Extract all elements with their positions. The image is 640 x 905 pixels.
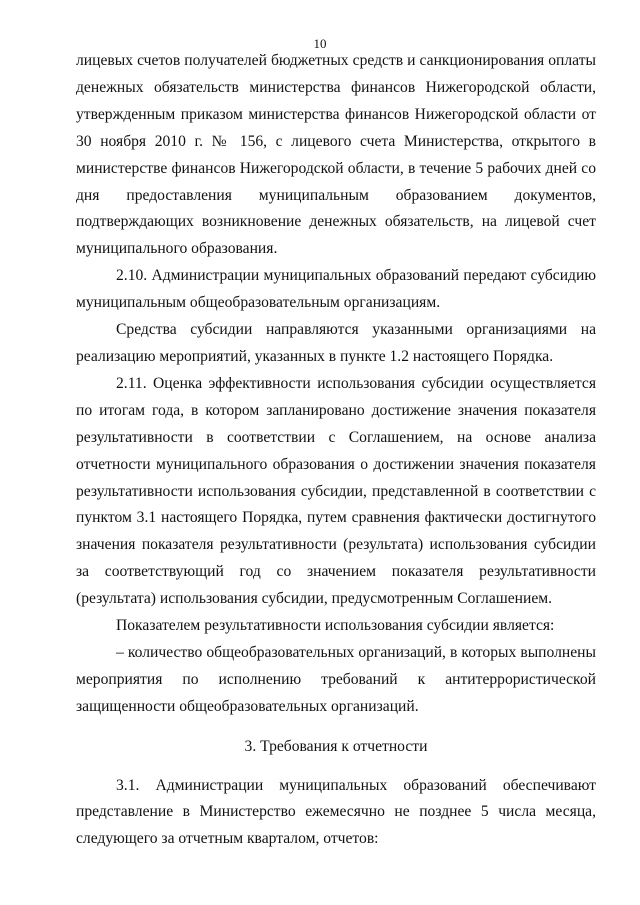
section-heading: 3. Требования к отчетности bbox=[244, 737, 428, 755]
paragraph-2-10: 2.10. Администрации муниципальных образований передают субсидию муниципальным общеобразовательным организациям. bbox=[76, 267, 596, 312]
paragraph-continuation: лицевых счетов получателей бюджетных средств и санкционирования оплаты денежных обязательств министерства финансов Нижегородской области, утвержденным приказом министерства финансов Нижегородской области от 30 ноября 2010 г. № 156, с лицевого счета Министерства, открытого в министерстве финансов Нижегородской области, в течение 5 рабочих дней со дня предоставления муниципальным образованием документов, подтверждающих возникновение денежных обязательств, на лицевой счет муниципального образования. bbox=[76, 52, 596, 258]
document-body bbox=[76, 48, 596, 853]
page-number: 10 bbox=[313, 36, 327, 51]
paragraph-subsidy-funds: Средства субсидии направляются указанными организациями на реализацию мероприятий, указанных в пункте 1.2 настоящего Порядка. bbox=[76, 321, 596, 365]
paragraph-indicator-intro: Показателем результативности использования субсидии является: bbox=[116, 617, 555, 635]
list-item-indicator: – количество общеобразовательных организаций, в которых выполнены мероприятия по исполнению требований к антитеррористической защищенности общеобразовательных организаций. bbox=[76, 643, 596, 715]
paragraph-2-11: 2.11. Оценка эффективности использования субсидии осуществляется по итогам года, в котором запланировано достижение значения показателя результативности в соответствии с Соглашением, на основе анализа отчетности муниципального образования о достижении значения показателя результативности использования субсидии, представленной в соответствии с пунктом 3.1 настоящего Порядка, путем сравнения фактически достигнутого значения показателя результативности (результата) использования субсидии за соответствующий год со значением показателя результативности (результата) использования субсидии, предусмотренным Соглашением. bbox=[76, 374, 596, 608]
paragraph-3-1: 3.1. Администрации муниципальных образований обеспечивают представление в Министерство ежемесячно не позднее 5 числа месяца, следующего за отчетным кварталом, отчетов: bbox=[76, 776, 596, 848]
